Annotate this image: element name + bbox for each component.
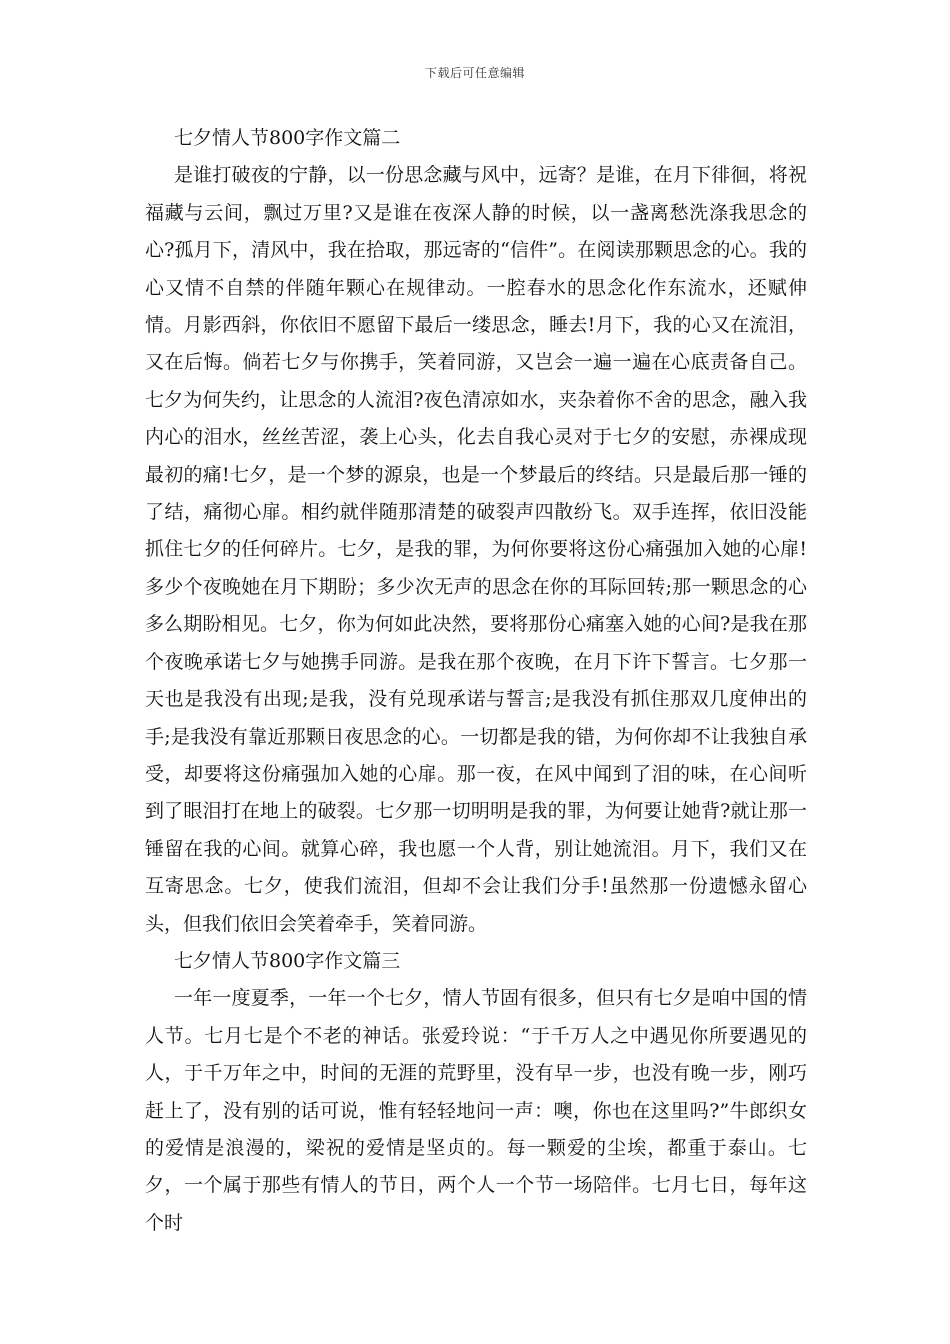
page-header-note: 下载后可任意编辑 — [424, 66, 525, 80]
section-body-2: 是谁打破夜的宁静，以一份思念藏与风中，远寄？是谁，在月下徘徊，将祝福藏与云间，飘过万里?又是谁在夜深人静的时候，以一盏离愁洗涤我思念的心?孤月下，清风中，我在拾取，那远寄的“信件”。在阅读那颗思念的心。我的心又情不自禁的伴随年颗心在规律动。一腔春水的思念化作东流水，还赋伸情。月影西斜，你依旧不愿留下最后一缕思念，睡去!月下，我的心又在流泪，又在后悔。倘若七夕与你携手，笑着同游，又岂会一遍一遍在心底责备自己。七夕为何失约，让思念的人流泪?夜色清凉如水，夹杂着你不舍的思念，融入我内心的泪水，丝丝苦涩，袭上心头，化去自我心灵对于七夕的安慰，赤裸成现最初的痛!七夕，是一个梦的源泉，也是一个梦最后的终结。只是最后那一锤的了结，痛彻心扉。相约就伴随那清楚的破裂声四散纷飞。双手连挥，依旧没能抓住七夕的任何碎片。七夕，是我的罪，为何你要将这份心痛强加入她的心扉!多少个夜晚她在月下期盼；多少次无声的思念在你的耳际回转;那一颗思念的心多么期盼相见。七夕，你为何如此决然，要将那份心痛塞入她的心间?是我在那个夜晚承诺七夕与她携手同游。是我在那个夜晚，在月下许下誓言。七夕那一天也是我没有出现;是我，没有兑现承诺与誓言;是我没有抓住那双几度伸出的手;是我没有靠近那颗日夜思念的心。一切都是我的错，为何你却不让我独自承受，却要将这份痛强加入她的心扉。那一夜，在风中闻到了泪的味，在心间听到了眼泪打在地上的破裂。七夕那一切明明是我的罪，为何要让她背?就让那一锤留在我的心间。就算心碎，我也愿一个人背，别让她流泪。月下，我们又在互寄思念。七夕，使我们流泪，但却不会让我们分手!虽然那一份遗憾永留心头，但我们依旧会笑着牵手，笑着同游。 — [145, 164, 807, 935]
section-body-3: 一年一度夏季，一年一个七夕，情人节固有很多，但只有七夕是咱中国的情人节。七月七是个不老的神话。张爱玲说：“于千万人之中遇见你所要遇见的人，于千万年之中，时间的无涯的荒野里，没有早一步，也没有晚一步，刚巧赶上了，没有别的话可说，惟有轻轻地问一声：噢，你也在这里吗?”牛郎织女的爱情是浪漫的，梁祝的爱情是坚贞的。每一颗爱的尘埃，都重于泰山。七夕，一个属于那些有情人的节日，两个人一个节一场陪伴。七月七日，每年这个时 — [145, 987, 807, 1234]
section-title-3: 七夕情人节800字作文篇三 — [174, 949, 401, 972]
section-title-2: 七夕情人节800字作文篇二 — [174, 127, 401, 149]
document-body — [145, 120, 807, 1242]
